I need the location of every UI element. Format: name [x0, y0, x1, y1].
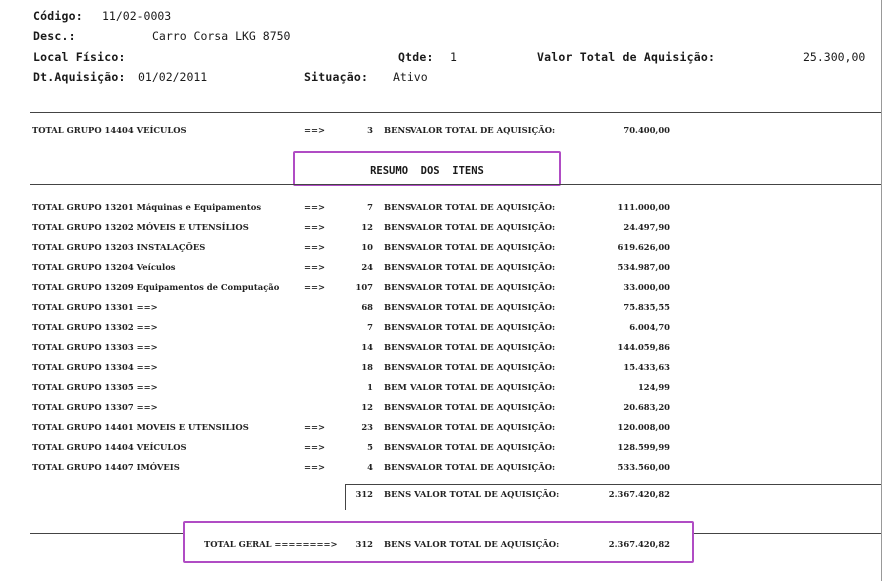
- row-value: 124,99: [637, 382, 670, 392]
- row-count: 4: [367, 462, 373, 472]
- divider: [30, 112, 881, 113]
- row-label: TOTAL GRUPO 13305 ==>: [32, 382, 158, 392]
- row-value: 20.683,20: [623, 402, 670, 412]
- qtde-label: Qtde:: [398, 50, 434, 64]
- row-arrow: ==>: [304, 442, 326, 452]
- row-valor-label: VALOR TOTAL DE AQUISIÇÃO:: [410, 202, 556, 212]
- row-valor-label: VALOR TOTAL DE AQUISIÇÃO:: [410, 342, 556, 352]
- row-valor-label: VALOR TOTAL DE AQUISIÇÃO:: [410, 322, 556, 332]
- row-value: 619.626,00: [617, 242, 670, 252]
- subtotal-value: 2.367.420,82: [608, 489, 670, 499]
- divider: [30, 533, 184, 534]
- dt-aquisicao-value: 01/02/2011: [138, 70, 208, 84]
- row-count: 7: [367, 202, 373, 212]
- right-border: [881, 0, 882, 581]
- total-geral-count: 312: [355, 539, 373, 549]
- row-label: TOTAL GRUPO 13307 ==>: [32, 402, 158, 412]
- row-valor-label: VALOR TOTAL DE AQUISIÇÃO:: [410, 242, 556, 252]
- row-arrow: ==>: [304, 242, 326, 252]
- row-valor-label: VALOR TOTAL DE AQUISIÇÃO:: [410, 442, 556, 452]
- row-bens: BENS: [384, 322, 412, 332]
- row-valor-label: VALOR TOTAL DE AQUISIÇÃO:: [410, 422, 556, 432]
- row-label: TOTAL GRUPO 14401 MOVEIS E UTENSILIOS: [32, 422, 249, 432]
- desc-label: Desc.:: [33, 29, 76, 43]
- codigo-value: 11/02-0003: [102, 9, 172, 23]
- row-bens: BENS: [384, 302, 412, 312]
- group-total-count: 3: [367, 125, 373, 135]
- situacao-label: Situação:: [304, 70, 369, 84]
- row-label: TOTAL GRUPO 13301 ==>: [32, 302, 158, 312]
- subtotal-bens-valor-label: BENS VALOR TOTAL DE AQUISIÇÃO:: [384, 489, 560, 499]
- row-value: 6.004,70: [629, 322, 670, 332]
- row-count: 107: [355, 282, 373, 292]
- row-bens: BENS: [384, 342, 412, 352]
- group-total-value: 70.400,00: [623, 125, 670, 135]
- row-label: TOTAL GRUPO 13302 ==>: [32, 322, 158, 332]
- row-label: TOTAL GRUPO 13209 Equipamentos de Computação: [32, 282, 280, 292]
- row-bens: BENS: [384, 402, 412, 412]
- row-label: TOTAL GRUPO 14404 VEÍCULOS: [32, 442, 187, 452]
- row-label: TOTAL GRUPO 13303 ==>: [32, 342, 158, 352]
- row-arrow: ==>: [304, 422, 326, 432]
- row-count: 24: [361, 262, 373, 272]
- row-count: 1: [367, 382, 373, 392]
- row-label: TOTAL GRUPO 13203 INSTALAÇÕES: [32, 242, 206, 252]
- row-label: TOTAL GRUPO 13202 MÓVEIS E UTENSÍLIOS: [32, 222, 249, 232]
- row-arrow: ==>: [304, 462, 326, 472]
- row-label: TOTAL GRUPO 14407 IMÓVEIS: [32, 462, 180, 472]
- row-arrow: ==>: [304, 262, 326, 272]
- row-valor-label: VALOR TOTAL DE AQUISIÇÃO:: [410, 362, 556, 372]
- row-valor-label: VALOR TOTAL DE AQUISIÇÃO:: [410, 282, 556, 292]
- divider: [692, 533, 881, 534]
- row-count: 5: [367, 442, 373, 452]
- row-value: 534.987,00: [617, 262, 670, 272]
- subtotal-count: 312: [355, 489, 373, 499]
- group-total-bens: BENS: [384, 125, 412, 135]
- row-count: 10: [361, 242, 373, 252]
- row-count: 7: [367, 322, 373, 332]
- total-geral-label: TOTAL GERAL ========>: [204, 539, 338, 549]
- row-count: 68: [361, 302, 373, 312]
- valor-total-value: 25.300,00: [803, 50, 866, 64]
- total-geral-value: 2.367.420,82: [608, 539, 670, 549]
- row-bens: BENS: [384, 422, 412, 432]
- row-arrow: ==>: [304, 202, 326, 212]
- row-count: 14: [361, 342, 373, 352]
- row-value: 75.835,55: [623, 302, 670, 312]
- row-valor-label: VALOR TOTAL DE AQUISIÇÃO:: [410, 382, 556, 392]
- row-valor-label: VALOR TOTAL DE AQUISIÇÃO:: [410, 302, 556, 312]
- row-value: 128.599,99: [617, 442, 670, 452]
- row-arrow: ==>: [304, 222, 326, 232]
- row-value: 144.059,86: [617, 342, 670, 352]
- codigo-label: Código:: [33, 9, 83, 23]
- row-label: TOTAL GRUPO 13204 Veículos: [32, 262, 176, 272]
- row-value: 15.433,63: [623, 362, 670, 372]
- row-bens: BENS: [384, 282, 412, 292]
- situacao-value: Ativo: [393, 70, 428, 84]
- row-value: 33.000,00: [623, 282, 670, 292]
- row-bens: BEM: [384, 382, 407, 392]
- row-bens: BENS: [384, 202, 412, 212]
- dt-aquisicao-label: Dt.Aquisição:: [33, 70, 126, 84]
- divider: [30, 184, 881, 185]
- row-bens: BENS: [384, 222, 412, 232]
- row-label: TOTAL GRUPO 13201 Máquinas e Equipamentos: [32, 202, 262, 212]
- local-fisico-label: Local Físico:: [33, 50, 126, 64]
- qtde-value: 1: [450, 50, 457, 64]
- resumo-title: RESUMO DOS ITENS: [370, 165, 484, 177]
- row-value: 24.497,90: [623, 222, 670, 232]
- row-valor-label: VALOR TOTAL DE AQUISIÇÃO:: [410, 262, 556, 272]
- group-total-arrow: ==>: [304, 125, 326, 135]
- row-value: 533.560,00: [617, 462, 670, 472]
- row-label: TOTAL GRUPO 13304 ==>: [32, 362, 158, 372]
- row-bens: BENS: [384, 462, 412, 472]
- row-count: 18: [361, 362, 373, 372]
- group-total-label: TOTAL GRUPO 14404 VEÍCULOS: [32, 125, 187, 135]
- row-count: 12: [361, 222, 373, 232]
- row-valor-label: VALOR TOTAL DE AQUISIÇÃO:: [410, 402, 556, 412]
- divider: [345, 484, 881, 485]
- desc-value: Carro Corsa LKG 8750: [152, 29, 291, 43]
- row-bens: BENS: [384, 242, 412, 252]
- row-valor-label: VALOR TOTAL DE AQUISIÇÃO:: [410, 462, 556, 472]
- row-value: 111.000,00: [617, 202, 670, 212]
- row-count: 23: [361, 422, 373, 432]
- row-valor-label: VALOR TOTAL DE AQUISIÇÃO:: [410, 222, 556, 232]
- row-arrow: ==>: [304, 282, 326, 292]
- row-bens: BENS: [384, 262, 412, 272]
- total-geral-bens-valor-label: BENS VALOR TOTAL DE AQUISIÇÃO:: [384, 539, 560, 549]
- row-bens: BENS: [384, 442, 412, 452]
- valor-total-label: Valor Total de Aquisição:: [537, 50, 716, 64]
- row-bens: BENS: [384, 362, 412, 372]
- group-total-valor-label: VALOR TOTAL DE AQUISIÇÃO:: [410, 125, 556, 135]
- row-count: 12: [361, 402, 373, 412]
- row-value: 120.008,00: [617, 422, 670, 432]
